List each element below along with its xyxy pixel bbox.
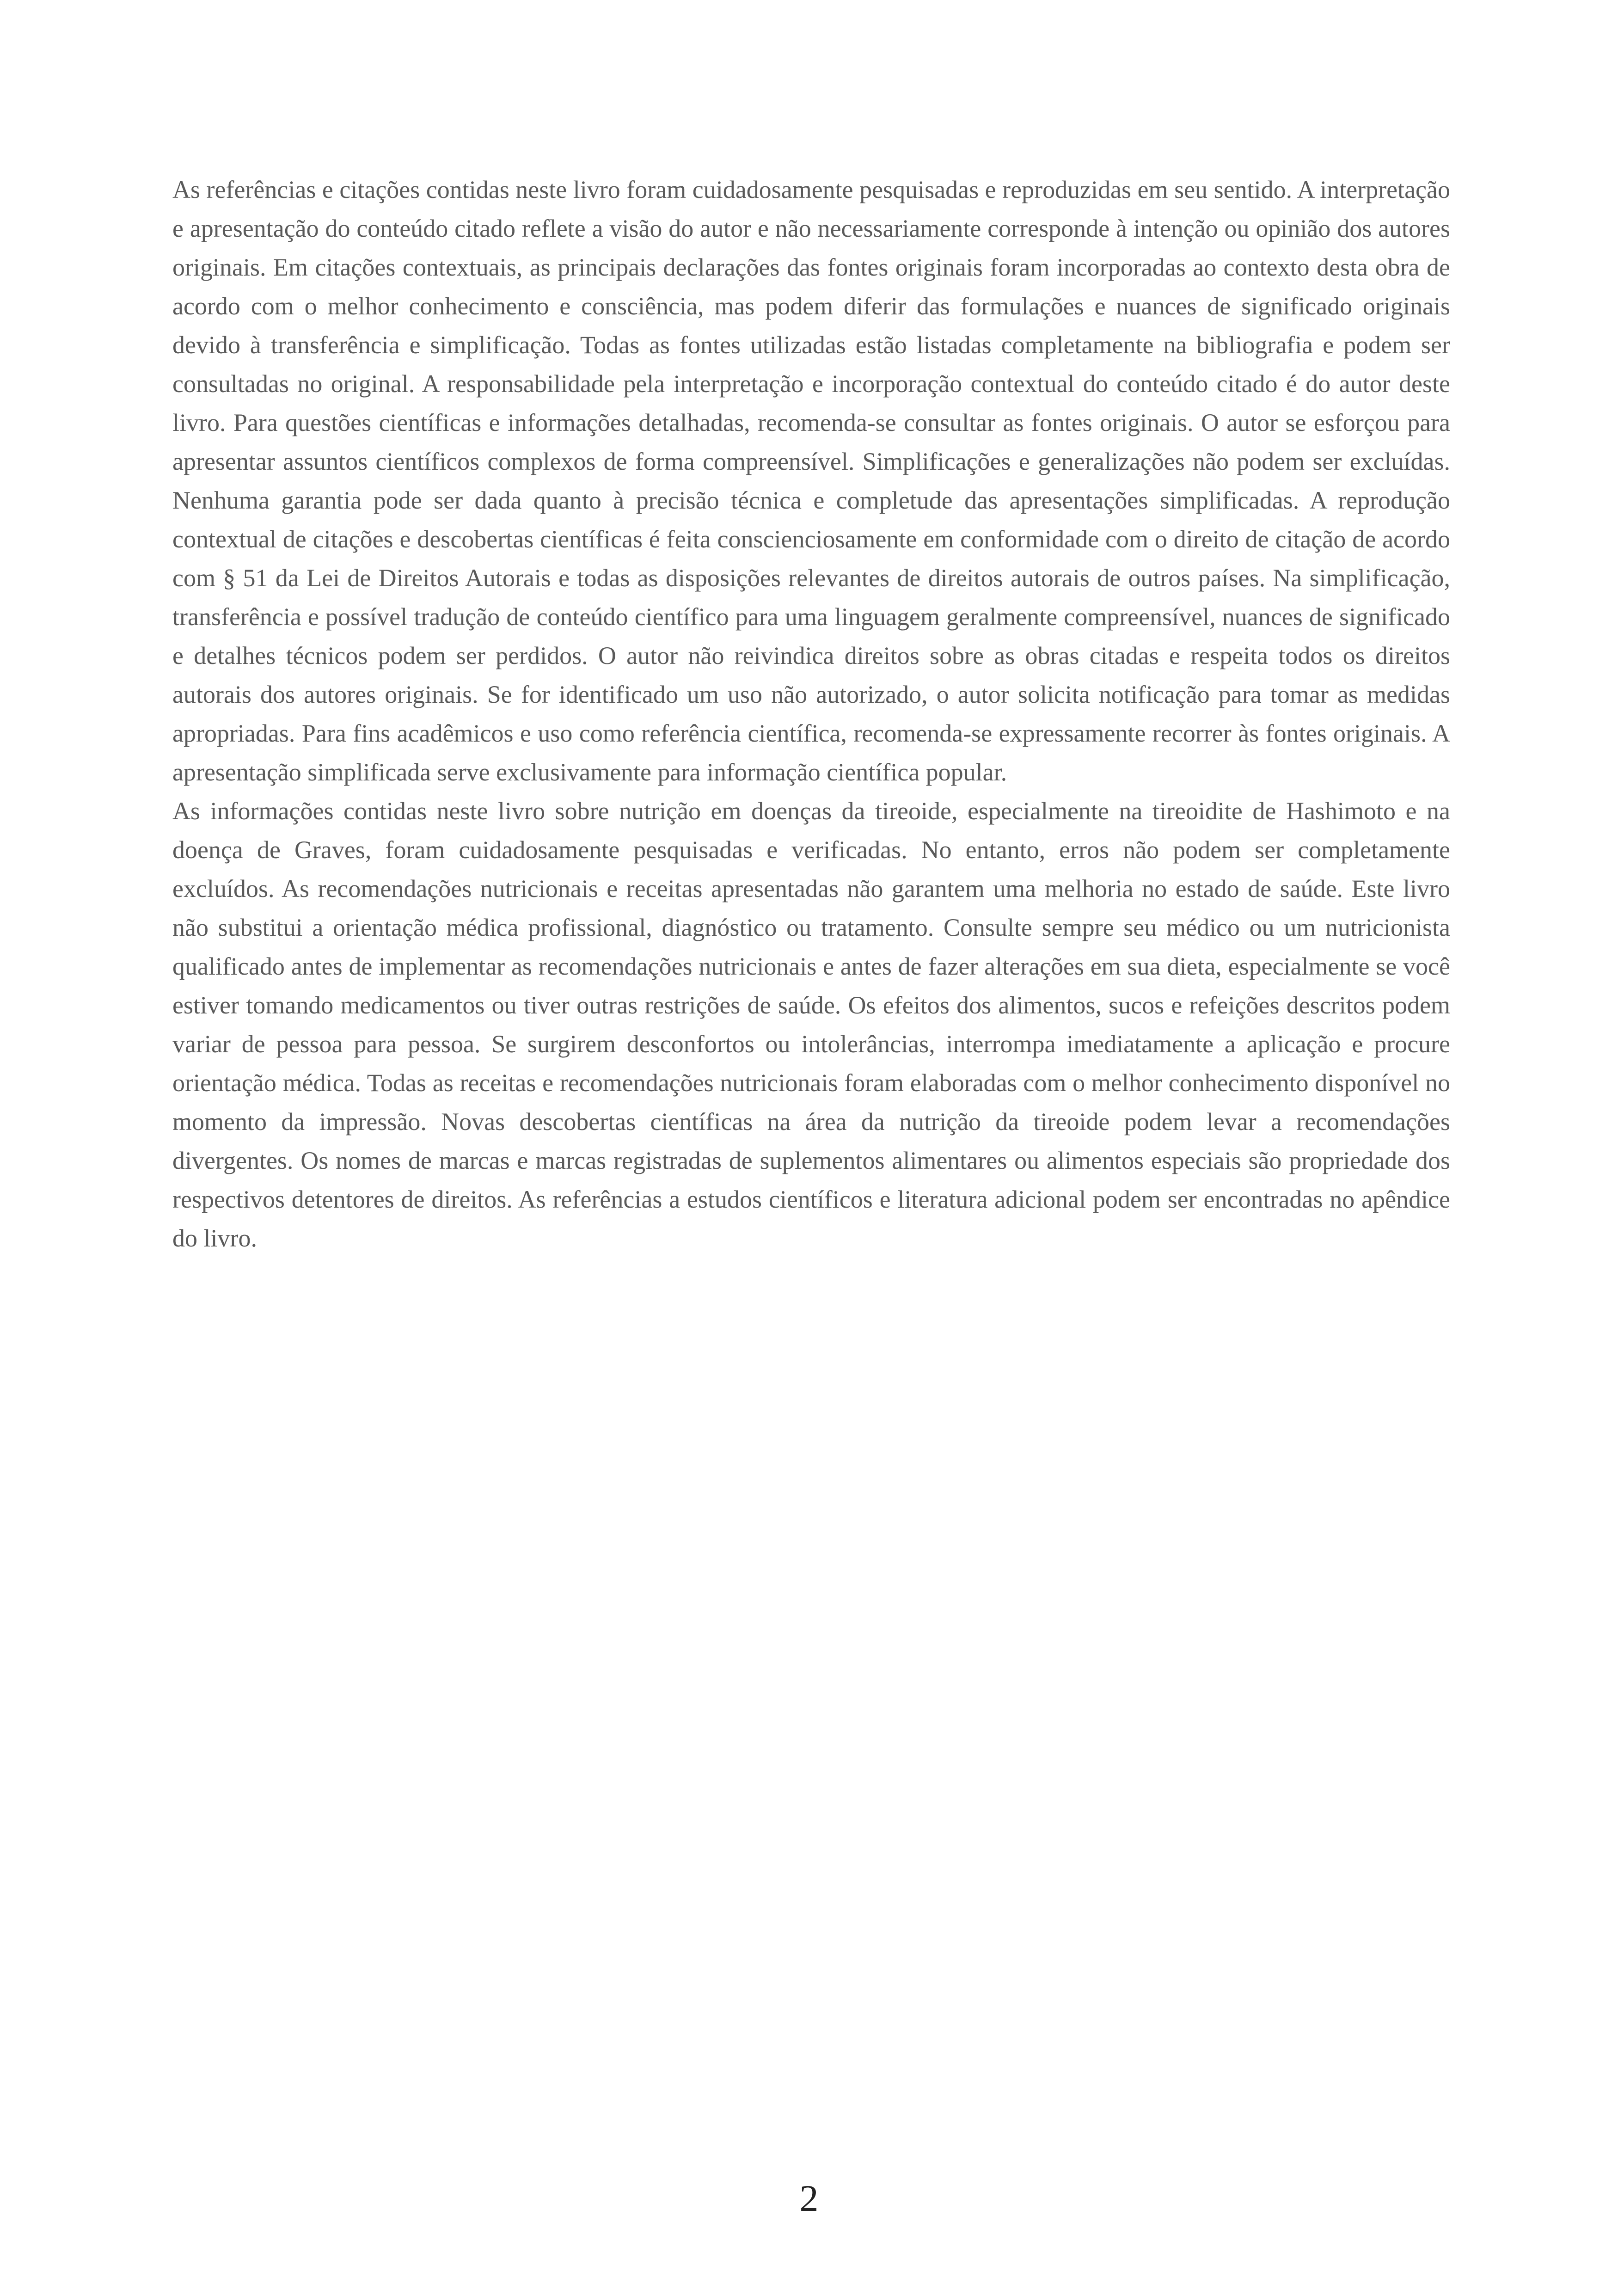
page-number: 2 xyxy=(799,2177,819,2219)
body-text xyxy=(172,170,1450,1258)
disclaimer-nutrition-paragraph: As informações contidas neste livro sobre nutrição em doenças da tireoide, especialmente na tireoidite de Hashimoto e na doença de Graves, foram cuidadosamente pesquisadas e verificadas. No entanto, erros não podem ser completamente excluídos. As recomendações nutricionais e receitas apresentadas não garantem uma melhoria no estado de saúde. Este livro não substitui a orientação médica profissional, diagnóstico ou tratamento. Consulte sempre seu médico ou um nutricionista qualificado antes de implementar as recomendações nutricionais e antes de fazer alterações em sua dieta, especialmente se você estiver tomando medicamentos ou tiver outras restrições de saúde. Os efeitos dos alimentos, sucos e refeições descritos podem variar de pessoa para pessoa. Se surgirem desconfortos ou intolerâncias, interrompa imediatamente a aplicação e procure orientação médica. Todas as receitas e recomendações nutricionais foram elaboradas com o melhor conhecimento disponível no momento da impressão. Novas descobertas científicas na área da nutrição da tireoide podem levar a recomendações divergentes. Os nomes de marcas e marcas registradas de suplementos alimentares ou alimentos especiais são propriedade dos respectivos detentores de direitos. As referências a estudos científicos e literatura adicional podem ser encontradas no apêndice do livro. xyxy=(172,797,1450,1252)
disclaimer-citations-paragraph: As referências e citações contidas neste livro foram cuidadosamente pesquisadas e reproduzidas em seu sentido. A interpretação e apresentação do conteúdo citado reflete a visão do autor e não necessariamente corresponde à intenção ou opinião dos autores originais. Em citações contextuais, as principais declarações das fontes originais foram incorporadas ao contexto desta obra de acordo com o melhor conhecimento e consciência, mas podem diferir das formulações e nuances de significado originais devido à transferência e simplificação. Todas as fontes utilizadas estão listadas completamente na bibliografia e podem ser consultadas no original. A responsabilidade pela interpretação e incorporação contextual do conteúdo citado é do autor deste livro. Para questões científicas e informações detalhadas, recomenda-se consultar as fontes originais. O autor se esforçou para apresentar assuntos científicos complexos de forma compreensível. Simplificações e generalizações não podem ser excluídas. Nenhuma garantia pode ser dada quanto à precisão técnica e completude das apresentações simplificadas. A reprodução contextual de citações e descobertas científicas é feita conscienciosamente em conformidade com o direito de citação de acordo com § 51 da Lei de Direitos Autorais e todas as disposições relevantes de direitos autorais de outros países. Na simplificação, transferência e possível tradução de conteúdo científico para uma linguagem geralmente compreensível, nuances de significado e detalhes técnicos podem ser perdidos. O autor não reivindica direitos sobre as obras citadas e respeita todos os direitos autorais dos autores originais. Se for identificado um uso não autorizado, o autor solicita notificação para tomar as medidas apropriadas. Para fins acadêmicos e uso como referência científica, recomenda-se expressamente recorrer às fontes originais. A apresentação simplificada serve exclusivamente para informação científica popular. xyxy=(172,176,1450,786)
